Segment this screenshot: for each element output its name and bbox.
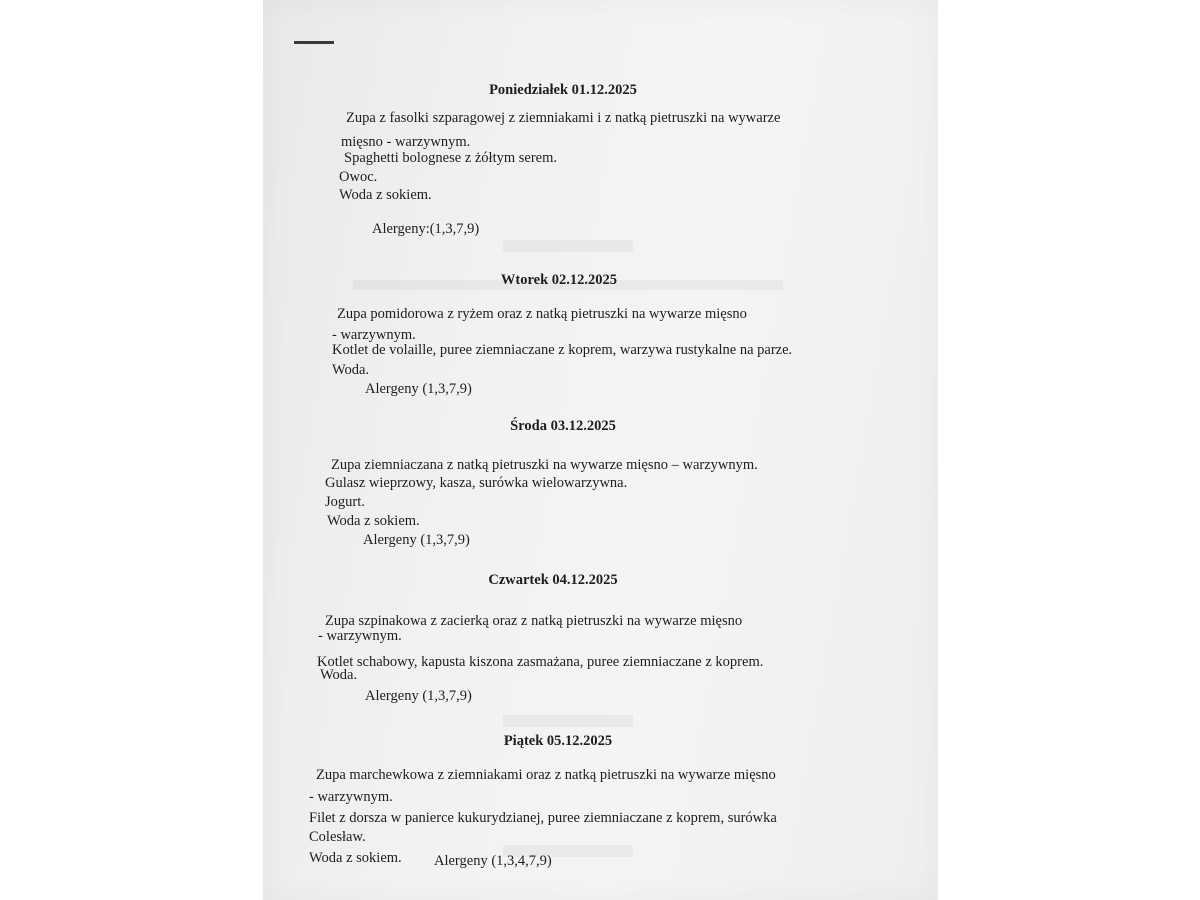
- show-through-smudge: [503, 240, 633, 252]
- menu-line: Woda z sokiem.: [339, 187, 432, 203]
- menu-line: - warzywnym.: [318, 628, 402, 644]
- day-title: Wtorek 02.12.2025: [500, 272, 618, 288]
- menu-line: Jogurt.: [325, 494, 365, 510]
- menu-line: Kotlet de volaille, puree ziemniaczane z koprem, warzywa rustykalne na parze.: [332, 342, 793, 358]
- day-title: Piątek 05.12.2025: [503, 733, 613, 749]
- menu-line: Zupa pomidorowa z ryżem oraz z natką pietruszki na wywarze mięsno: [337, 306, 747, 322]
- show-through-smudge: [503, 715, 633, 727]
- menu-line: - warzywnym.: [332, 327, 416, 343]
- allergens-line: Alergeny (1,3,7,9): [365, 688, 472, 704]
- day-title: Czwartek 04.12.2025: [488, 572, 618, 588]
- menu-line: Zupa szpinakowa z zacierką oraz z natką pietruszki na wywarze mięsno: [325, 613, 743, 629]
- menu-line: Zupa marchewkowa z ziemniakami oraz z natką pietruszki na wywarze mięsno: [316, 767, 776, 783]
- menu-line: Spaghetti bolognese z żółtym serem.: [344, 150, 558, 166]
- allergens-line: Alergeny (1,3,7,9): [365, 381, 472, 397]
- menu-line: Owoc.: [339, 169, 378, 185]
- menu-line: Gulasz wieprzowy, kasza, surówka wielowarzywna.: [325, 475, 628, 491]
- allergens-line: Alergeny:(1,3,7,9): [372, 221, 480, 237]
- allergens-line: Alergeny (1,3,4,7,9): [434, 853, 552, 869]
- menu-line: - warzywnym.: [309, 789, 393, 805]
- menu-line: Zupa ziemniaczana z natką pietruszki na wywarze mięsno – warzywnym.: [331, 457, 758, 473]
- menu-line: Woda z sokiem.: [309, 850, 402, 866]
- menu-line: Filet z dorsza w panierce kukurydzianej, puree ziemniaczane z koprem, surówka: [309, 810, 777, 826]
- allergens-line: Alergeny (1,3,7,9): [363, 532, 470, 548]
- day-title: Środa 03.12.2025: [510, 418, 616, 434]
- menu-line: Woda.: [320, 667, 358, 683]
- dash-mark: [294, 41, 334, 44]
- menu-line: Woda.: [332, 362, 370, 378]
- menu-line: Zupa z fasolki szparagowej z ziemniakami i z natką pietruszki na wywarze: [346, 110, 781, 126]
- day-title: Poniedziałek 01.12.2025: [489, 82, 637, 98]
- menu-sheet: [263, 0, 938, 900]
- menu-line: Woda z sokiem.: [327, 513, 420, 529]
- menu-line: Kotlet schabowy, kapusta kiszona zasmażana, puree ziemniaczane z koprem.: [317, 654, 764, 670]
- menu-line: mięsno - warzywnym.: [341, 134, 471, 150]
- menu-line: Colesław.: [309, 829, 366, 845]
